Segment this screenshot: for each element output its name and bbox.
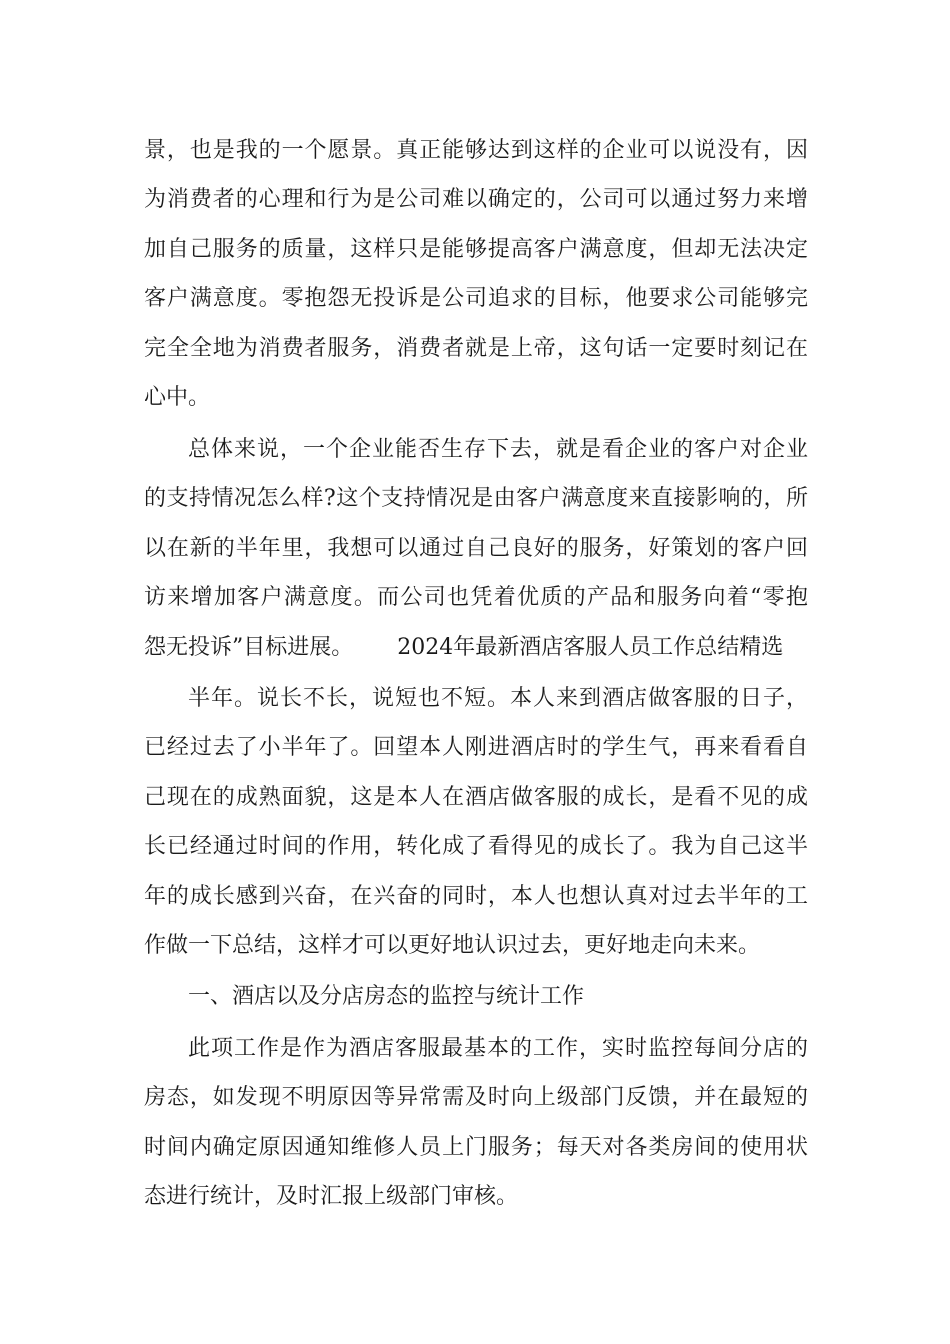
text-line: 完全全地为消费者服务，消费者就是上帝，这句话一定要时刻记在	[144, 335, 808, 361]
text-line: 景，也是我的一个愿景。真正能够达到这样的企业可以说没有，因	[144, 138, 808, 163]
text-line: 作做一下总结，这样才可以更好地认识过去，更好地走向未来。	[144, 932, 761, 958]
text-line	[144, 623, 808, 672]
text-line: 己现在的成熟面貌，这是本人在酒店做客服的成长，是看不见的成	[144, 784, 808, 810]
paragraph-half-year	[144, 674, 808, 970]
text-line: 长已经通过时间的作用，转化成了看得见的成长了。我为自己这半	[144, 834, 808, 860]
text-line: 半年。说长不长，说短也不短。本人来到酒店做客服的日子，	[188, 686, 808, 711]
text-line: 心中。	[144, 384, 211, 410]
text-fragment: 怨无投诉”目标进展。	[144, 634, 354, 660]
text-line: 年的成长感到兴奋，在兴奋的同时，本人也想认真对过去半年的工	[144, 883, 808, 909]
paragraph-room-status	[144, 1024, 808, 1222]
text-line: 已经过去了小半年了。回望本人刚进酒店时的学生气，再来看看自	[144, 735, 808, 761]
heading-line: 一、酒店以及分店房态的监控与统计工作	[188, 984, 585, 1009]
paragraph-summary	[144, 425, 808, 672]
text-line: 态进行统计，及时汇报上级部门审核。	[144, 1184, 519, 1210]
text-line: 房态，如发现不明原因等异常需及时向上级部门反馈，并在最短的	[144, 1085, 808, 1111]
text-line: 总体来说，一个企业能否生存下去，就是看企业的客户对企业	[188, 437, 808, 462]
text-line: 为消费者的心理和行为是公司难以确定的，公司可以通过努力来增	[144, 187, 808, 213]
text-line: 访来增加客户满意度。而公司也凭着优质的产品和服务向着“零抱	[144, 585, 808, 611]
text-line: 的支持情况怎么样?这个支持情况是由客户满意度来直接影响的，所	[144, 486, 808, 512]
paragraph-vision	[144, 126, 808, 422]
text-line: 以在新的半年里，我想可以通过自己良好的服务，好策划的客户回	[144, 535, 808, 561]
text-line: 客户满意度。零抱怨无投诉是公司追求的目标，他要求公司能够完	[144, 286, 808, 312]
section-heading	[144, 972, 808, 1021]
text-line: 加自己服务的质量，这样只是能够提高客户满意度，但却无法决定	[144, 236, 808, 262]
article-title: 2024年最新酒店客服人员工作总结精选	[397, 634, 784, 660]
text-line: 此项工作是作为酒店客服最基本的工作，实时监控每间分店的	[188, 1036, 808, 1061]
text-line: 时间内确定原因通知维修人员上门服务；每天对各类房间的使用状	[144, 1134, 808, 1160]
